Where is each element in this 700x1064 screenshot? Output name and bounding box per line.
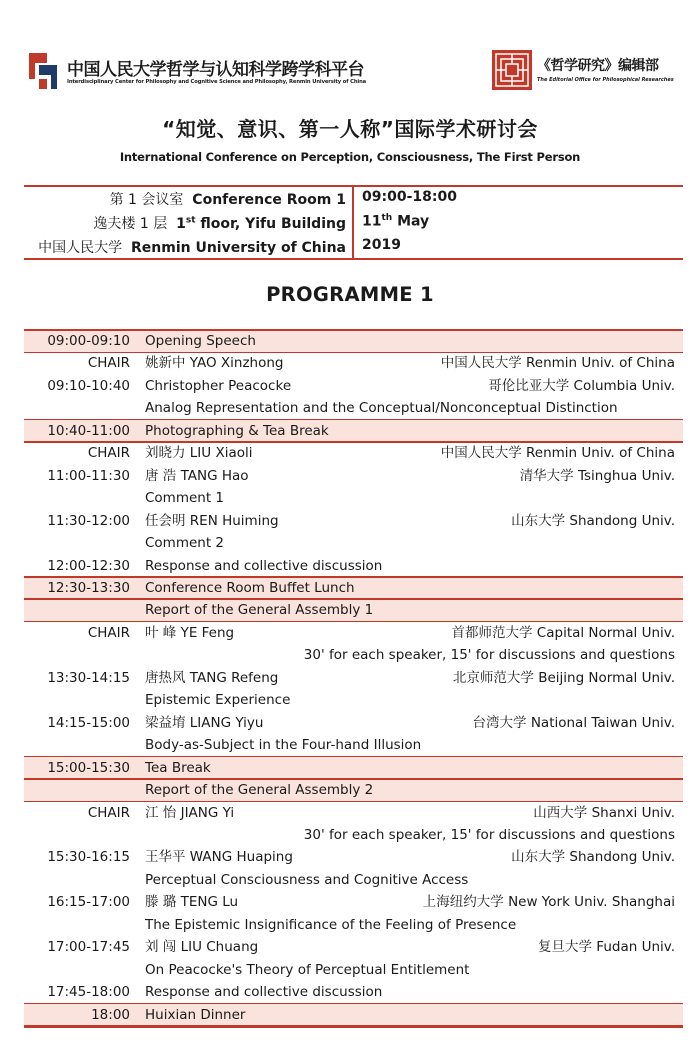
schedule-text: Photographing & Tea Break	[145, 422, 329, 439]
venue-floor-cn: 逸夫楼 1 层	[93, 216, 168, 232]
journal-seal-icon	[492, 50, 532, 90]
schedule-row	[24, 1004, 683, 1026]
schedule-time: 13:30-14:15	[47, 669, 130, 686]
schedule-row	[24, 981, 683, 1003]
schedule-top-rule	[24, 329, 683, 331]
schedule-time: 09:00-09:10	[47, 333, 130, 349]
schedule-row	[24, 712, 683, 734]
schedule-time: CHAIR	[87, 445, 130, 462]
schedule-time: 18:00	[91, 1006, 130, 1023]
schedule-time: 15:30-16:15	[47, 849, 130, 866]
schedule-affiliation: 山西大学 Shanxi Univ.	[533, 804, 675, 821]
programme-title: PROGRAMME 1	[266, 283, 434, 306]
venue-date-month: May	[392, 213, 430, 230]
schedule-row	[24, 644, 683, 666]
schedule-time: 11:00-11:30	[47, 467, 130, 484]
venue-room-en: Conference Room 1	[192, 192, 346, 208]
schedule-affiliation: 中国人民大学 Renmin Univ. of China	[440, 445, 675, 462]
schedule-text: 王华平 WANG Huaping	[145, 849, 293, 866]
schedule-row	[24, 959, 683, 981]
venue-date-sup: th	[381, 213, 393, 223]
schedule-time: 14:15-15:00	[47, 714, 130, 731]
venue-univ-cn: 中国人民大学	[38, 240, 123, 256]
schedule-affiliation: 台湾大学 National Taiwan Univ.	[472, 714, 675, 731]
venue-divider	[352, 186, 354, 259]
venue-university	[24, 237, 346, 257]
schedule-text: Response and collective discussion	[145, 557, 383, 574]
schedule-text: Response and collective discussion	[145, 984, 383, 1000]
schedule-row	[24, 779, 683, 801]
schedule-time: CHAIR	[87, 624, 130, 641]
schedule-text: 叶 峰 YE Feng	[145, 624, 235, 641]
schedule-time: 12:30-13:30	[47, 580, 130, 596]
schedule-text: 滕 璐 TENG Lu	[145, 894, 239, 911]
journal-name-cn: 《哲学研究》编辑部	[537, 58, 659, 74]
schedule-row	[24, 510, 683, 532]
venue-floor-num: 1	[176, 216, 186, 232]
schedule-bottom-rule	[24, 1026, 683, 1028]
schedule-affiliation: 中国人民大学 Renmin Univ. of China	[440, 355, 675, 372]
schedule-text: The Epistemic Insignificance of the Feeling of Presence	[145, 916, 517, 933]
schedule-row	[24, 330, 683, 352]
schedule-row	[24, 757, 683, 779]
schedule-affiliation: 复旦大学 Fudan Univ.	[538, 939, 675, 956]
schedule-affiliation: 首都师范大学 Capital Normal Univ.	[451, 624, 675, 641]
schedule-time: 12:00-12:30	[47, 557, 130, 574]
schedule-row	[24, 914, 683, 936]
schedule-text: 姚新中 YAO Xinzhong	[145, 355, 284, 372]
schedule-row	[24, 802, 683, 824]
schedule-affiliation: 上海纽约大学 New York Univ. Shanghai	[422, 894, 675, 911]
schedule-row	[24, 599, 683, 621]
schedule-row	[24, 689, 683, 711]
schedule-affiliation: 山东大学 Shandong Univ.	[511, 512, 675, 529]
schedule-affiliation: 清华大学 Tsinghua Univ.	[519, 467, 675, 484]
schedule-time: 11:30-12:00	[47, 512, 130, 529]
schedule-text: Huixian Dinner	[145, 1006, 246, 1023]
schedule-row	[24, 622, 683, 644]
venue-floor	[24, 213, 346, 233]
venue-year: 2019	[362, 237, 401, 253]
venue-date	[362, 213, 429, 230]
schedule-row	[24, 667, 683, 689]
schedule-text: Report of the General Assembly 1	[145, 602, 374, 619]
journal-name-en: The Editorial Office for Philosophical Researches	[537, 77, 674, 83]
schedule-time: CHAIR	[87, 804, 130, 821]
schedule-affiliation: 北京师范大学 Beijing Normal Univ.	[452, 669, 675, 686]
schedule-row	[24, 465, 683, 487]
org-name-cn: 中国人民大学哲学与认知科学跨学科平台	[67, 60, 364, 80]
schedule-text: Christopher Peacocke	[145, 377, 292, 394]
schedule-row	[24, 891, 683, 913]
schedule-row	[24, 869, 683, 891]
schedule-text: 梁益堉 LIANG Yiyu	[145, 714, 264, 731]
org-logo	[27, 51, 61, 91]
venue-room-cn: 第 1 会议室	[109, 192, 184, 208]
schedule-row	[24, 442, 683, 464]
venue-time: 09:00-18:00	[362, 189, 457, 205]
schedule-affiliation: 山东大学 Shandong Univ.	[511, 849, 675, 866]
schedule-text: Comment 2	[145, 535, 225, 551]
venue-date-day: 11	[362, 213, 382, 230]
schedule-text: Epistemic Experience	[145, 692, 291, 709]
schedule-affiliation: 30' for each speaker, 15' for discussions and questions	[303, 826, 675, 843]
schedule-text: On Peacocke's Theory of Perceptual Entitlement	[145, 961, 470, 978]
schedule-time: 15:00-15:30	[47, 759, 130, 776]
org-name-en: Interdisciplinary Center for Philosophy and Cognitive Science and Philosophy, Renmin University of China	[67, 79, 367, 85]
venue-univ-en: Renmin University of China	[131, 240, 346, 256]
schedule-row	[24, 846, 683, 868]
venue-room	[24, 189, 346, 209]
schedule-text: Report of the General Assembly 2	[145, 782, 374, 798]
schedule-time: 09:10-10:40	[47, 377, 130, 394]
schedule-time: 17:45-18:00	[47, 984, 130, 1000]
schedule-row	[24, 397, 683, 419]
venue-floor-sup: st	[185, 215, 196, 226]
schedule-time: 16:15-17:00	[47, 894, 130, 911]
venue-floor-en: floor, Yifu Building	[195, 216, 346, 232]
schedule-text: Perceptual Consciousness and Cognitive Access	[145, 871, 469, 888]
schedule-text: 刘 闯 LIU Chuang	[145, 939, 259, 956]
schedule-row	[24, 487, 683, 509]
schedule-text: Opening Speech	[145, 333, 256, 349]
schedule-row	[24, 375, 683, 397]
schedule-row	[24, 824, 683, 846]
schedule-text: 唐热风 TANG Refeng	[145, 669, 279, 686]
schedule-row	[24, 577, 683, 599]
schedule-affiliation: 哥伦比亚大学 Columbia Univ.	[488, 377, 675, 394]
schedule-text: 唐 浩 TANG Hao	[145, 467, 249, 484]
schedule-text: Analog Representation and the Conceptual/Nonconceptual Distinction	[145, 400, 618, 417]
schedule-time: 10:40-11:00	[47, 422, 130, 439]
schedule-time: 17:00-17:45	[47, 939, 130, 956]
schedule-text: Conference Room Buffet Lunch	[145, 580, 355, 596]
schedule-text: Comment 1	[145, 490, 225, 507]
schedule-text: 刘晓力 LIU Xiaoli	[145, 445, 253, 462]
schedule-text: 任会明 REN Huiming	[145, 512, 279, 529]
schedule-text: Body-as-Subject in the Four-hand Illusion	[145, 737, 422, 754]
schedule-row	[24, 532, 683, 554]
schedule-text: 江 怡 JIANG Yi	[145, 804, 235, 821]
schedule-text: Tea Break	[145, 759, 211, 776]
conference-title-cn: “知觉、意识、第一人称”国际学术研讨会	[162, 117, 538, 141]
schedule-row	[24, 555, 683, 577]
schedule-row	[24, 936, 683, 958]
schedule-time: CHAIR	[87, 355, 130, 372]
schedule-row	[24, 352, 683, 374]
schedule-row	[24, 734, 683, 756]
schedule-row	[24, 420, 683, 442]
conference-title-en: International Conference on Perception, Consciousness, The First Person	[119, 150, 581, 164]
schedule-affiliation: 30' for each speaker, 15' for discussions and questions	[303, 647, 675, 664]
